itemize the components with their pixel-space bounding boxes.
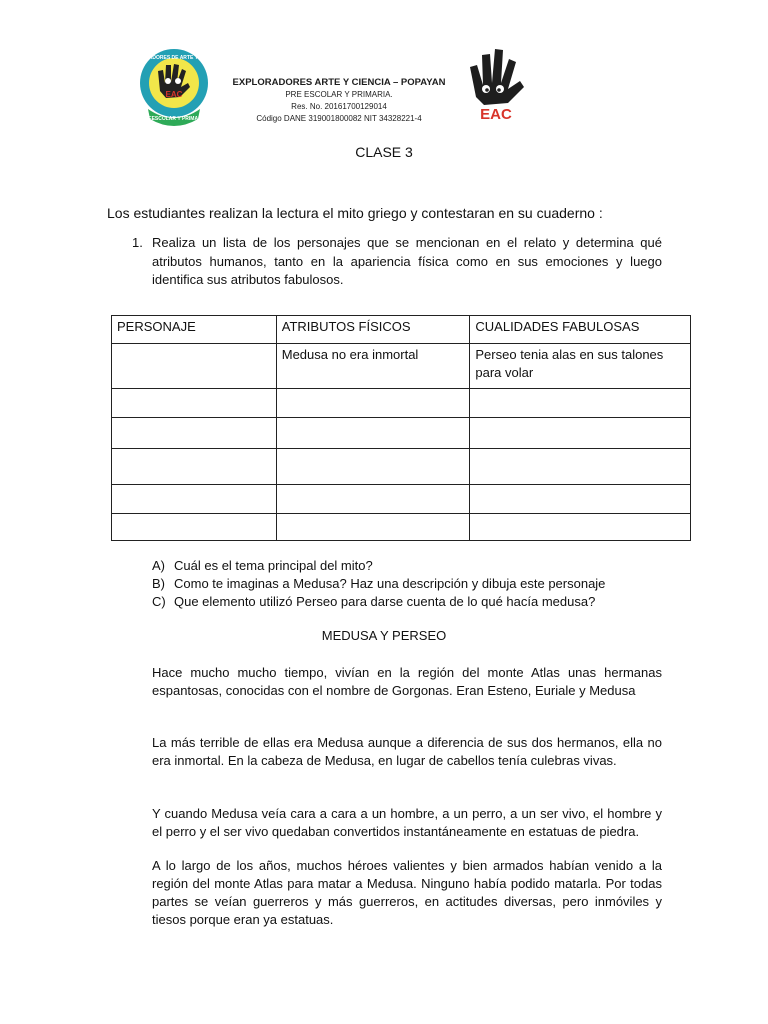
story-title: MEDUSA Y PERSEO <box>321 628 447 643</box>
school-dane-code: Código DANE 319001800082 NIT 34328221-4 <box>256 114 422 123</box>
table-cell[interactable]: Perseo tenia alas en sus talones para volar <box>470 344 691 389</box>
table-row <box>112 514 691 541</box>
question-a: A) Cuál es el tema principal del mito? <box>152 558 373 573</box>
story-paragraph-3: Y cuando Medusa veía cara a cara a un hombre, a un perro, a un ser vivo, el hombre y el perro y el ser vivo quedaban convertidos instantáneamente en estatuas de piedra. <box>152 806 662 839</box>
svg-text:EAC: EAC <box>480 106 512 123</box>
item-number: 1. <box>132 235 143 250</box>
table-cell[interactable] <box>112 514 277 541</box>
table-cell[interactable] <box>112 485 277 514</box>
school-resolution: Res. No. 20161700129014 <box>291 102 387 111</box>
page-title: CLASE 3 <box>355 144 413 160</box>
table-cell[interactable] <box>470 389 691 418</box>
story-paragraph-1: Hace mucho mucho tiempo, vivían en la región del monte Atlas unas hermanas espantosas, conocidas con el nombre de Gorgonas. Eran Esteno, Euriale y Medusa <box>152 665 662 698</box>
question-b: B) Como te imaginas a Medusa? Haz una descripción y dibuja este personaje <box>152 576 606 591</box>
table-cell[interactable] <box>470 449 691 485</box>
header-atributos-fisicos: ATRIBUTOS FÍSICOS <box>276 316 470 344</box>
school-header <box>224 77 454 125</box>
story-paragraph-4: A lo largo de los años, muchos héroes valientes y bien armados habían venido a la región del monte Atlas para matar a Medusa. Ninguno había podido matarla. Por todas partes se veían guerreros y más guerreros, en actitudes diversas, pero inmóviles y tiesos porque eran ya estatuas. <box>152 858 662 927</box>
table-cell[interactable] <box>112 418 277 449</box>
instruction-item-1 <box>132 234 662 290</box>
header-personaje: PERSONAJE <box>112 316 277 344</box>
svg-text:EXPLORADORES DE ARTE Y CIENCIA: EXPLORADORES DE ARTE Y CIENCIA <box>128 55 220 61</box>
table-cell[interactable] <box>112 449 277 485</box>
table-cell[interactable] <box>470 485 691 514</box>
table-row <box>112 344 691 389</box>
table-header-row <box>112 316 691 344</box>
table-cell[interactable] <box>470 418 691 449</box>
school-name: EXPLORADORES ARTE Y CIENCIA – POPAYAN <box>232 77 446 88</box>
table-cell[interactable] <box>112 389 277 418</box>
table-row <box>112 389 691 418</box>
characters-table <box>111 315 691 541</box>
school-level: PRE ESCOLAR Y PRIMARIA. <box>285 90 393 99</box>
table-cell[interactable] <box>470 514 691 541</box>
story-paragraph-2: La más terrible de ellas era Medusa aunque a diferencia de sus dos hermanos, ella no era inmortal. En la cabeza de Medusa, en lugar de cabellos tenía culebras vivas. <box>152 735 662 768</box>
svg-text:PREESCOLAR Y PRIMARIA: PREESCOLAR Y PRIMARIA <box>141 116 207 122</box>
intro-text: Los estudiantes realizan la lectura el mito griego y contestaran en su cuaderno : <box>107 205 603 221</box>
table-cell[interactable]: Medusa no era inmortal <box>276 344 470 389</box>
table-cell[interactable] <box>112 344 277 389</box>
table-row <box>112 485 691 514</box>
table-row <box>112 418 691 449</box>
table-cell[interactable] <box>276 389 470 418</box>
table-cell[interactable] <box>276 449 470 485</box>
header-cualidades-fabulosas: CUALIDADES FABULOSAS <box>470 316 691 344</box>
table-row <box>112 449 691 485</box>
item-text: Realiza un lista de los personajes que se mencionan en el relato y determina qué atributos humanos, tanto en la apariencia física como en sus emociones y luego identifica sus atributos fabulosos. <box>152 235 662 287</box>
questions-list <box>152 557 605 611</box>
table-cell[interactable] <box>276 485 470 514</box>
school-logo-right <box>462 45 530 125</box>
question-c: C) Que elemento utilizó Perseo para darse cuenta de lo qué hacía medusa? <box>152 594 596 609</box>
school-logo-left <box>128 45 220 127</box>
table-cell[interactable] <box>276 418 470 449</box>
table-cell[interactable] <box>276 514 470 541</box>
svg-text:EAC: EAC <box>165 90 183 99</box>
